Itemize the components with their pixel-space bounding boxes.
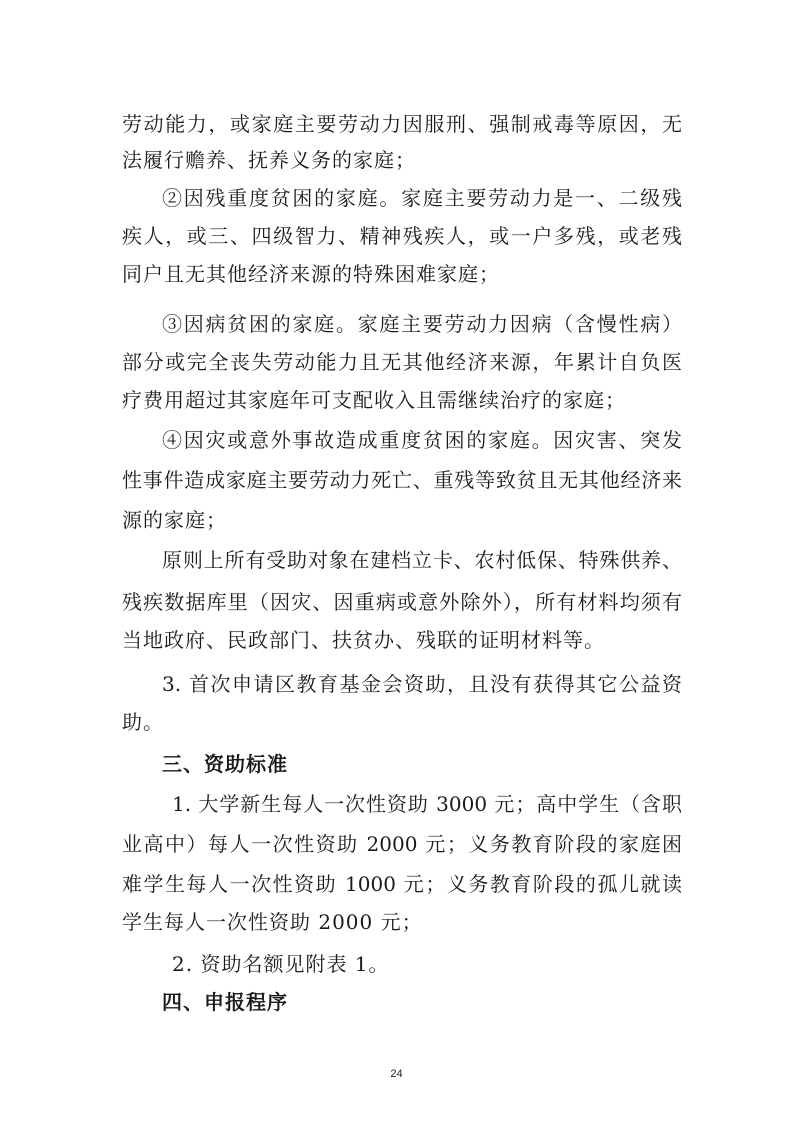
body-text-line: 2. 资助名额见附表 1。 (172, 952, 390, 976)
body-text-line: 源的家庭； (122, 508, 227, 532)
body-text-line: ③因病贫困的家庭。家庭主要劳动力因病（含慢性病） (162, 312, 682, 336)
body-text-line: 疾人，或三、四级智力、精神残疾人，或一户多残，或老残 (122, 224, 682, 248)
body-text-line: 劳动能力，或家庭主要劳动力因服刑、强制戒毒等原因，无 (122, 112, 682, 136)
section-heading-funding-standard: 三、资助标准 (162, 752, 288, 776)
body-text-line: 当地政府、民政部门、扶贫办、残联的证明材料等。 (122, 628, 605, 652)
section-heading-application-procedure: 四、申报程序 (162, 990, 288, 1014)
body-text-line: 1. 大学新生每人一次性资助 3000 元；高中学生（含职 (172, 792, 682, 816)
body-text-line: 残疾数据库里（因灾、因重病或意外除外），所有材料均须有 (122, 590, 682, 614)
body-text-line: 3. 首次申请区教育基金会资助，且没有获得其它公益资 (162, 672, 682, 696)
body-text-line: 业高中）每人一次性资助 2000 元；义务教育阶段的家庭困 (122, 832, 682, 856)
body-text-line: 同户且无其他经济来源的特殊困难家庭； (122, 262, 500, 286)
body-text-line: 疗费用超过其家庭年可支配收入且需继续治疗的家庭； (122, 388, 626, 412)
body-text-line: 性事件造成家庭主要劳动力死亡、重残等致贫且无其他经济来 (122, 468, 682, 492)
body-text-line: 原则上所有受助对象在建档立卡、农村低保、特殊供养、 (162, 548, 682, 572)
body-text-line: 助。 (122, 710, 164, 734)
body-text-line: 法履行赡养、抚养义务的家庭； (122, 148, 416, 172)
body-text-line: 部分或完全丧失劳动能力且无其他经济来源，年累计自负医 (122, 350, 682, 374)
page-number: 24 (390, 1068, 403, 1080)
body-text-line: 学生每人一次性资助 2000 元； (122, 910, 423, 934)
body-text-line: ④因灾或意外事故造成重度贫困的家庭。因灾害、突发 (162, 428, 682, 452)
body-text-line: ②因残重度贫困的家庭。家庭主要劳动力是一、二级残 (162, 186, 682, 210)
body-text-line: 难学生每人一次性资助 1000 元；义务教育阶段的孤儿就读 (122, 872, 682, 896)
